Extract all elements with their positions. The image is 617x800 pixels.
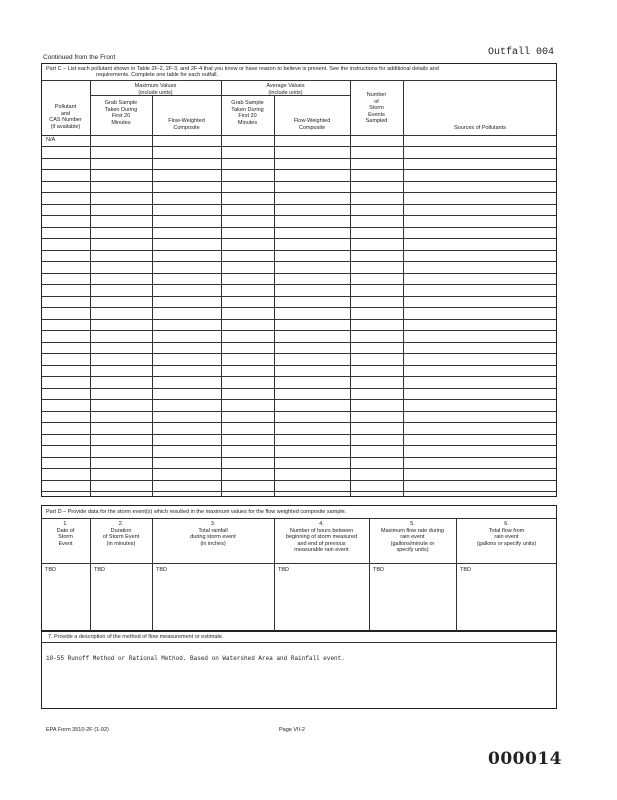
table-row-line (41, 215, 557, 216)
table-row-line (41, 250, 557, 251)
table-row-line (41, 457, 557, 458)
table-row-line (41, 411, 557, 412)
table-row-line (41, 445, 557, 446)
col-pollutant-header: Pollutant and CAS Number (if available) (49, 104, 82, 130)
part-d-value: TBD (156, 567, 167, 573)
form-number: EPA Form 3510-2F (1-92) (46, 727, 109, 733)
table-row-line (41, 158, 557, 159)
part-d-col-header: 5. Maximum flow rate during rain event (gallons/minute or specify units) (381, 521, 444, 554)
part-d-value: TBD (373, 567, 384, 573)
table-row-line (41, 399, 557, 400)
table-row-line (41, 146, 557, 147)
page-number: Page VII-2 (279, 727, 305, 733)
table-row-line (41, 169, 557, 170)
col-flow-max-header: Flow-Weighted Composite (168, 118, 205, 131)
document-number: 000014 (488, 749, 562, 769)
table-row-line (41, 261, 557, 262)
col-grab-avg-header: Grab Sample Taken During First 20 Minutes (231, 100, 264, 126)
max-values-header: Maximum Values (include units) (134, 83, 177, 96)
table-row-line (41, 365, 557, 366)
section-7-label: 7. Provide a description of the method of flow measurement or estimate. (48, 634, 224, 640)
continued-from-front: Continued from the Front (43, 54, 116, 61)
col-grab-max-header: Grab Sample Taken During First 20 Minutes (104, 100, 138, 126)
outfall-label: Outfall 004 (488, 47, 555, 58)
table-row-line (41, 192, 557, 193)
table-row-line (41, 296, 557, 297)
table-row-line (41, 376, 557, 377)
part-d-col-header: 1. Date of Storm Event (56, 521, 75, 547)
table-row-line (41, 342, 557, 343)
part-c-instruction-1: Part C – List each pollutant shown in Table 2F-2, 2F-3, and 2F-4 that you know or have reason to believe is present. See the instructions for additional details and (46, 66, 439, 72)
part-d-col-header: 6. Total flow from rain event (gallons or specify units) (476, 521, 537, 547)
part-d-value: TBD (460, 567, 471, 573)
table-row-line (41, 422, 557, 423)
part-d-value: TBD (278, 567, 289, 573)
table-row-line (41, 330, 557, 331)
table-row-line (41, 491, 557, 492)
table-row-line (41, 273, 557, 274)
table-row-line (41, 353, 557, 354)
section-7-text: 18-55 Runoff Method or Rational Method. Based on Watershed Area and Rainfall event. (46, 655, 345, 662)
col-events-header: Number of Storm Events Sampled (365, 92, 388, 125)
part-d-value: TBD (94, 567, 105, 573)
col-flow-avg-header: Flow-Weighted Composite (293, 118, 331, 131)
table-row-line (41, 388, 557, 389)
avg-values-header: Average Values (include units) (266, 83, 305, 96)
first-entry: N/A (46, 137, 56, 143)
table-row-line (41, 480, 557, 481)
part-d-col-header: 2. Duration of Storm Event (in minutes) (102, 521, 140, 547)
table-row-line (41, 181, 557, 182)
part-d-instruction: Part D – Provide data for the storm event(s) which resulted in the maximum values for the flow weighted composite sample. (46, 509, 347, 515)
col-sources-header: Sources of Pollutants (454, 125, 506, 131)
part-c-instruction-2: requirements. Complete one table for each outfall. (96, 72, 218, 78)
table-row-line (41, 434, 557, 435)
table-row-line (41, 204, 557, 205)
table-row-line (41, 307, 557, 308)
part-d-col-header: 3. Total rainfall during storm event (in inches) (190, 521, 236, 547)
part-d-value: TBD (45, 567, 56, 573)
table-row-line (41, 468, 557, 469)
table-row-line (41, 238, 557, 239)
part-d-col-header: 4. Number of hours between beginning of storm measured and end of previous measurable rain event (285, 521, 358, 554)
table-row-line (41, 227, 557, 228)
table-row-line (41, 284, 557, 285)
table-row-line (41, 319, 557, 320)
